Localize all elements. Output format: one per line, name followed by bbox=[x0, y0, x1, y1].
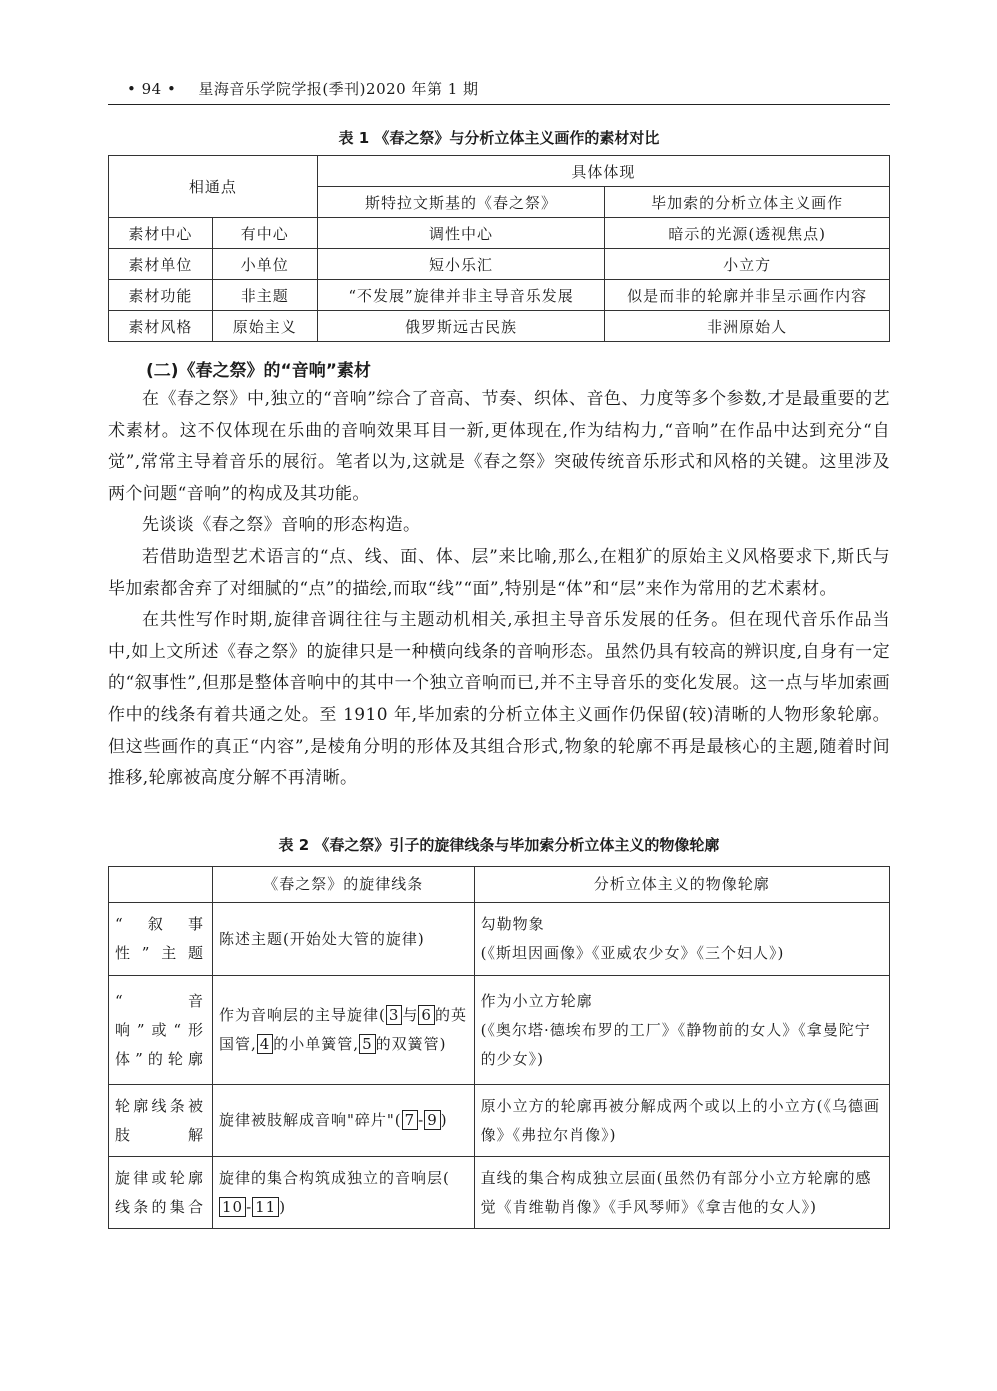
bar-number-box: 3 bbox=[386, 1005, 403, 1025]
table1 bbox=[108, 155, 890, 342]
cell-text: 旋律被肢解成音响"碎片"( bbox=[218, 1111, 402, 1129]
bar-number-box: 10 bbox=[219, 1197, 246, 1217]
table1-head-col-b: 毕加索的分析立体主义画作 bbox=[605, 187, 890, 218]
table-cell bbox=[474, 976, 889, 1085]
table-cell: 非洲原始人 bbox=[605, 311, 890, 342]
bar-number-box: 9 bbox=[424, 1110, 441, 1130]
table-cell bbox=[212, 1157, 474, 1229]
cell-line: (《奥尔塔·德埃布罗的工厂》《静物前的女人》《拿曼陀宁的少女》) bbox=[480, 1020, 871, 1068]
table-row bbox=[109, 903, 890, 976]
cell-text: 旋律的集合构筑成独立的音响层( bbox=[218, 1168, 450, 1187]
bar-number-box: 7 bbox=[402, 1110, 419, 1130]
table2-head-col-a: 《春之祭》的旋律线条 bbox=[212, 867, 474, 903]
table1-head-specific: 具体体现 bbox=[317, 156, 889, 187]
cell-text: ) bbox=[279, 1197, 287, 1216]
table-cell: 素材单位 bbox=[109, 249, 213, 280]
table-cell: 调性中心 bbox=[317, 218, 605, 249]
paragraph: 先谈谈《春之祭》音响的形态构造。 bbox=[142, 515, 421, 536]
cell-text: 作为音响层的主导旋律( bbox=[218, 1006, 386, 1024]
journal-title: 星海音乐学院学报(季刊)2020 年第 1 期 bbox=[198, 80, 479, 98]
table-cell bbox=[474, 903, 889, 976]
table2-header-row bbox=[109, 867, 890, 903]
cell-text: - bbox=[418, 1111, 425, 1129]
header-rule bbox=[108, 104, 890, 105]
cell-text: ) bbox=[440, 1111, 448, 1129]
table-row bbox=[109, 280, 890, 311]
table-cell: “不发展”旋律并非主导音乐发展 bbox=[317, 280, 605, 311]
row-label: 旋律或轮廓线条的集合 bbox=[109, 1157, 213, 1229]
table1-header-row bbox=[109, 156, 890, 187]
table-cell: 似是而非的轮廓并非呈示画作内容 bbox=[605, 280, 890, 311]
table-row bbox=[109, 976, 890, 1085]
table-cell: 有中心 bbox=[212, 218, 317, 249]
cell-line: (《斯坦因画像》《亚威农少女》《三个妇人》) bbox=[480, 944, 785, 962]
paragraph: 在《春之祭》中,独立的“音响”综合了音高、节奏、织体、音色、力度等多个参数,才是最重要的艺术素材。这不仅体现在乐曲的音响效果耳目一新,更体现在,作为结构力,“音响”在作品中达到充分“自觉”,常常主导着音乐的展衍。笔者以为,这就是《春之祭》突破传统音乐形式和风格的关键。这里涉及两个问题“音响”的构成及其功能。 bbox=[108, 389, 890, 504]
table-cell: 原小立方的轮廓再被分解成两个或以上的小立方(《乌德画像》《弗拉尔肖像》) bbox=[474, 1085, 889, 1157]
table-row bbox=[109, 1085, 890, 1157]
table-cell: 陈述主题(开始处大管的旋律) bbox=[212, 903, 474, 976]
table-cell bbox=[212, 1085, 474, 1157]
table-cell: 非主题 bbox=[212, 280, 317, 311]
table-cell: 俄罗斯远古民族 bbox=[317, 311, 605, 342]
table1-caption: 表 1 《春之祭》与分析立体主义画作的素材对比 bbox=[338, 129, 660, 147]
section-title: (二)《春之祭》的“音响”素材 bbox=[146, 361, 371, 381]
table-cell: 素材中心 bbox=[109, 218, 213, 249]
bar-number-box: 4 bbox=[257, 1034, 274, 1054]
cell-text: 的英国管, bbox=[218, 1006, 467, 1053]
table2-head-empty bbox=[109, 867, 213, 903]
table-cell: 小立方 bbox=[605, 249, 890, 280]
table-cell: 暗示的光源(透视焦点) bbox=[605, 218, 890, 249]
table-cell: 素材功能 bbox=[109, 280, 213, 311]
table2-caption: 表 2 《春之祭》引子的旋律线条与毕加索分析立体主义的物像轮廓 bbox=[278, 836, 720, 854]
table-cell: 小单位 bbox=[212, 249, 317, 280]
table-cell: 短小乐汇 bbox=[317, 249, 605, 280]
running-header bbox=[127, 78, 479, 99]
body-text bbox=[108, 384, 890, 795]
cell-text: 的小单簧管, bbox=[273, 1035, 360, 1053]
table-row bbox=[109, 311, 890, 342]
cell-line: 作为小立方轮廓 bbox=[480, 991, 593, 1010]
cell-text: - bbox=[246, 1197, 253, 1216]
table1-head-col-a: 斯特拉文斯基的《春之祭》 bbox=[317, 187, 605, 218]
paragraph: 若借助造型艺术语言的“点、线、面、体、层”来比喻,那么,在粗犷的原始主义风格要求下,斯氏与毕加索都舍弃了对细腻的“点”的描绘,而取“线”“面”,特别是“体”和“层”来作为常用的艺术素材。 bbox=[108, 546, 890, 599]
table-row bbox=[109, 249, 890, 280]
page-number: • 94 • bbox=[127, 80, 177, 98]
bar-number-box: 5 bbox=[359, 1034, 376, 1054]
table2-head-col-b: 分析立体主义的物像轮廓 bbox=[474, 867, 889, 903]
table-cell: 原始主义 bbox=[212, 311, 317, 342]
paragraph: 在共性写作时期,旋律音调往往与主题动机相关,承担主导音乐发展的任务。但在现代音乐作品当中,如上文所述《春之祭》的旋律只是一种横向线条的音响形态。虽然仍具有较高的辨识度,自身有一定的“叙事性”,但那是整体音响中的其中一个独立音响而已,并不主导音乐的变化发展。这一点与毕加索画作中的线条有着共通之处。至 1910 年,毕加索的分析立体主义画作仍保留(较)清晰的人物形象轮廓。但这些画作的真正“内容”,是棱角分明的形体及其组合形式,物象的轮廓不再是最核心的主题,随着时间推移,轮廓被高度分解不再清晰。 bbox=[108, 610, 890, 789]
bar-number-box: 6 bbox=[418, 1005, 435, 1025]
table-row bbox=[109, 1157, 890, 1229]
table2 bbox=[108, 866, 890, 1229]
row-label: “音响”或“形体”的轮廓 bbox=[109, 976, 213, 1085]
table-cell: 直线的集合构成独立层面(虽然仍有部分小立方轮廓的感觉《肯维勒肖像》《手风琴师》《拿吉他的女人》) bbox=[474, 1157, 889, 1229]
row-label: “叙事性”主题 bbox=[109, 903, 213, 976]
cell-text: 的双簧管) bbox=[375, 1035, 447, 1053]
cell-line: 勾勒物象 bbox=[480, 915, 545, 933]
bar-number-box: 11 bbox=[252, 1197, 279, 1217]
table-cell: 素材风格 bbox=[109, 311, 213, 342]
row-label: 轮廓线条被肢解 bbox=[109, 1085, 213, 1157]
table1-head-common: 相通点 bbox=[109, 156, 318, 218]
cell-text: 与 bbox=[402, 1006, 419, 1024]
table-cell bbox=[212, 976, 474, 1085]
table-row bbox=[109, 218, 890, 249]
